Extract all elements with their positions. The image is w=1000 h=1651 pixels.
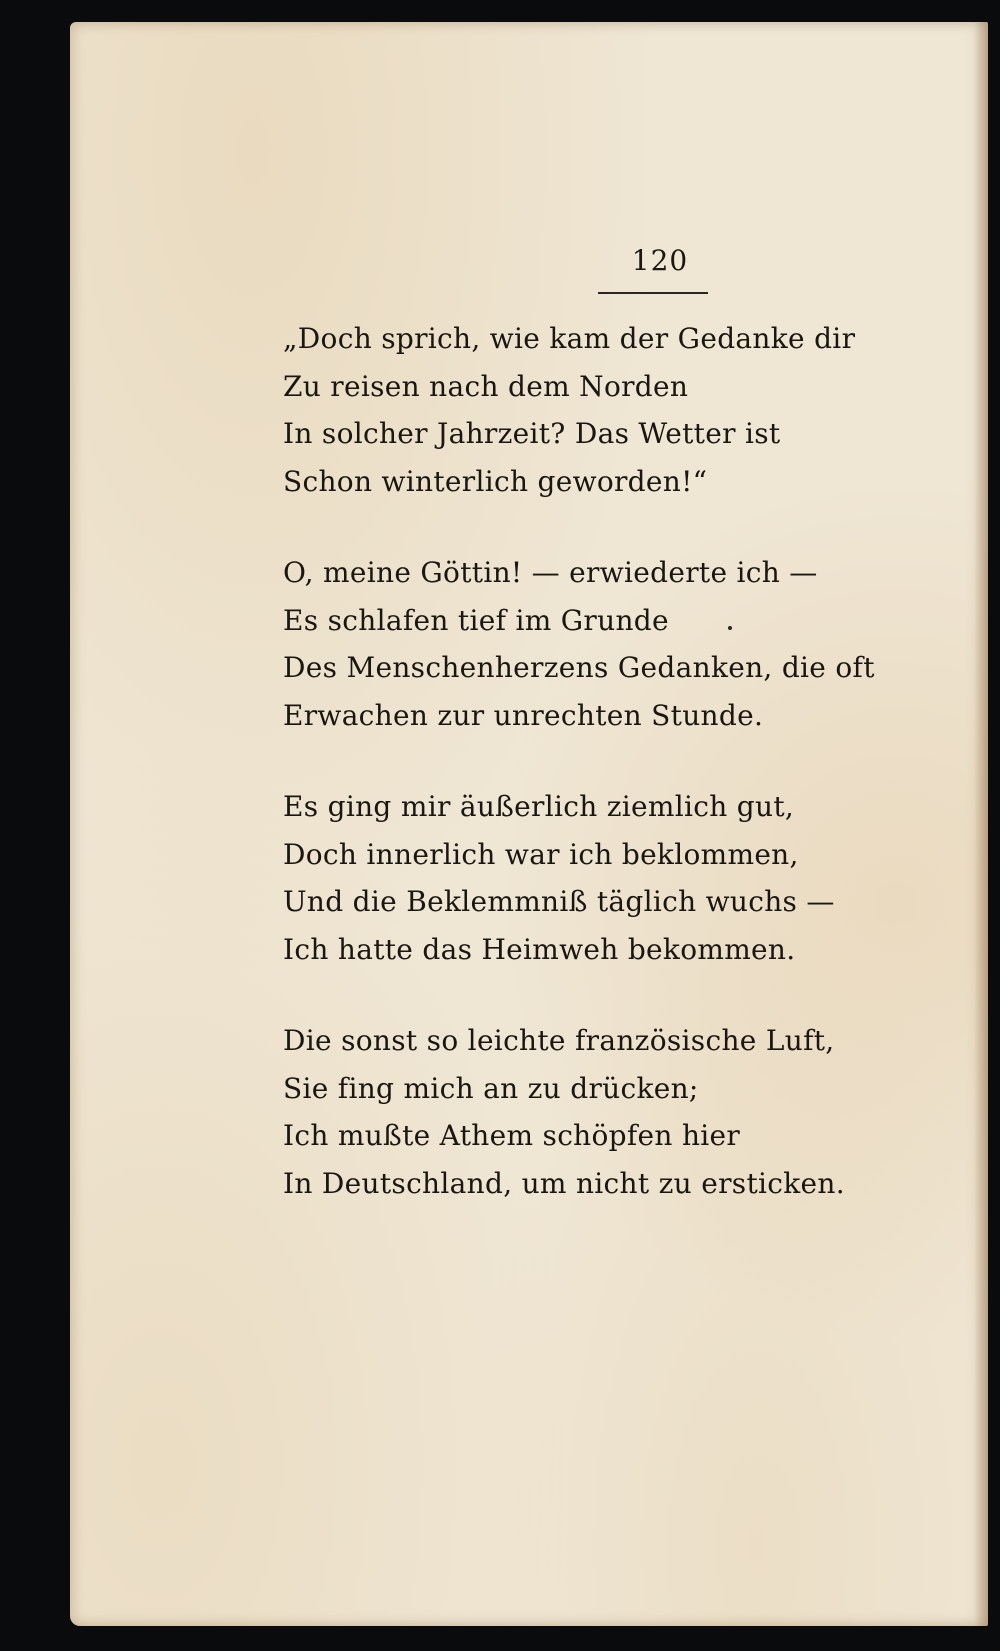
poem-line: Zu reisen nach dem Norden [283,369,689,403]
poem-line: „Doch sprich, wie kam der Gedanke dir [283,322,856,355]
poem-line: Erwachen zur unrechten Stunde. [283,698,764,732]
stanza-1 [283,315,856,505]
stanza-3 [283,783,843,973]
poem-line: Und die Beklemmniß täglich wuchs — [283,885,835,918]
poem-line: In solcher Jahrzeit? Das Wetter ist [283,417,781,450]
poem-line: Ich hatte das Heimweh bekommen. [283,932,796,966]
poem-line: Die sonst so leichte französische Luft, [283,1024,835,1057]
poem-line: In Deutschland, um nicht zu ersticken. [283,1166,845,1200]
poem-line: Schon winterlich geworden!“ [283,464,708,498]
poem-line: Doch innerlich war ich beklommen, [283,837,799,871]
poem-text [283,315,875,1251]
page-number: 120 [631,244,689,277]
poem-line: Ich mußte Athem schöpfen hier [283,1119,741,1152]
poem-line: Des Menschenherzens Gedanken, die oft [283,651,875,684]
page-number-rule [598,292,708,294]
poem-line: Sie fing mich an zu drücken; [283,1071,699,1105]
poem-line: O, meine Göttin! — erwiederte ich — [283,556,818,589]
poem-line: Es schlafen tief im Grunde [283,603,669,637]
stanza-2 [283,549,875,739]
stanza-4 [283,1017,843,1207]
poem-line: Es ging mir äußerlich ziemlich gut, [283,790,795,823]
page-edge-shadow [974,22,988,1626]
